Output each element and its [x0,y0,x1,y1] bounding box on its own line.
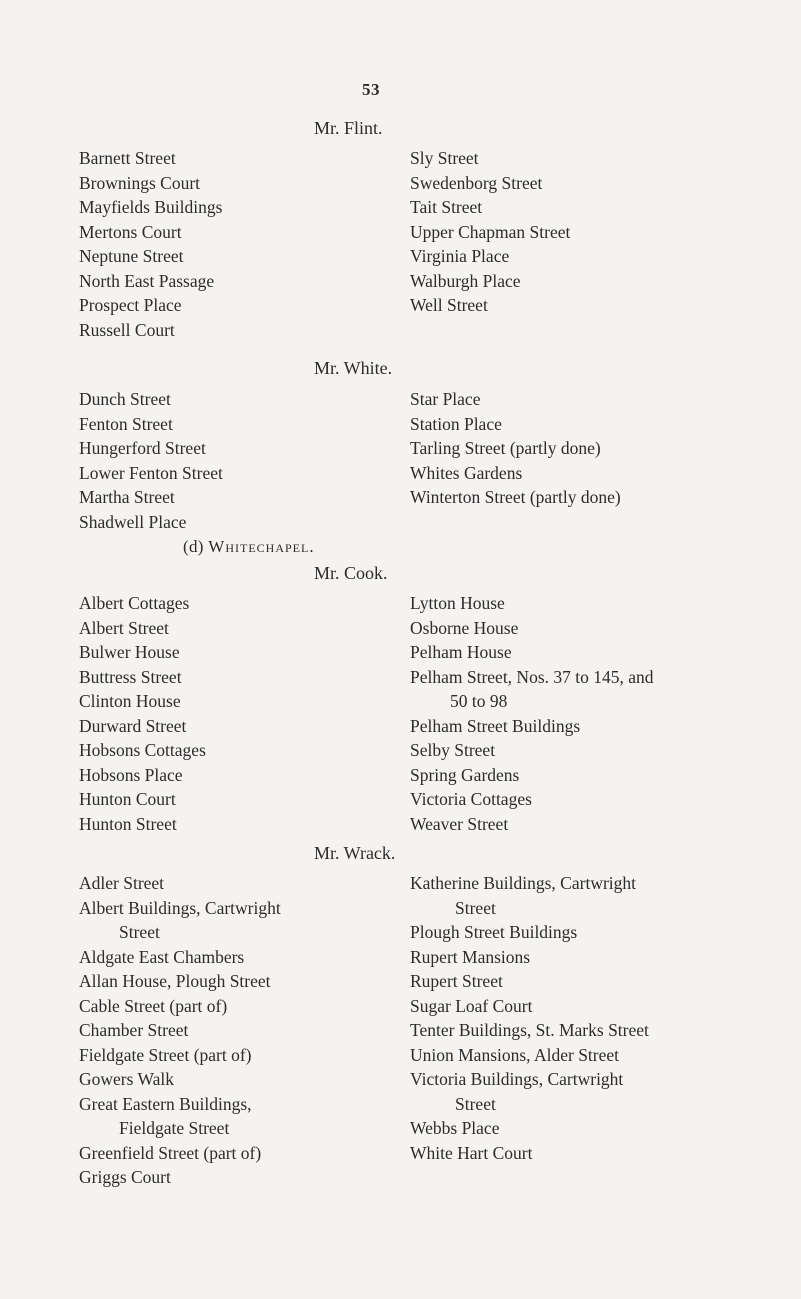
page-number: 53 [362,80,380,99]
list-item: Great Eastern Buildings, [79,1093,252,1114]
list-item: Tait Street [410,197,483,217]
list-item: Lower Fenton Street [79,462,223,483]
list-item: Tenter Buildings, St. Marks Street [410,1020,649,1040]
list-item: Clinton House [79,691,181,711]
list-item: Webbs Place [410,1118,500,1138]
list-item: Virginia Place [410,246,510,266]
list-item: Brownings Court [79,172,201,193]
list-item: Walburgh Place [410,270,521,291]
list-item: Whites Gardens [410,462,523,483]
list-item: Katherine Buildings, Cartwright [410,873,637,893]
section-heading-flint: Mr. Flint. [314,118,383,138]
list-item: Spring Gardens [410,764,520,785]
list-item: Albert Cottages [79,593,190,613]
list-item: Hungerford Street [79,438,206,458]
subsection-title: Whitechapel. [208,537,315,556]
list-item: Shadwell Place [79,511,187,532]
flint-left-list [79,146,222,342]
list-item-continuation: 50 to 98 [450,691,508,711]
list-item: Upper Chapman Street [410,221,571,242]
list-item: Fenton Street [79,413,173,434]
list-item: Barnett Street [79,148,176,168]
list-item-continuation: Street [455,897,496,918]
list-item: Plough Street Buildings [410,922,578,942]
list-item: Griggs Court [79,1167,171,1187]
section-heading-wrack: Mr. Wrack. [314,843,396,863]
list-item: Hunton Court [79,789,176,809]
list-item: Well Street [410,295,488,315]
list-item-continuation: Fieldgate Street [119,1118,230,1138]
white-left-list [79,387,223,534]
list-item: Lytton House [410,593,505,613]
list-item: Station Place [410,413,502,434]
list-item: Rupert Mansions [410,946,531,967]
list-item: Aldgate East Chambers [79,946,245,967]
list-item: Albert Street [79,617,169,638]
list-item-continuation: Street [119,922,160,942]
list-item: Fieldgate Street (part of) [79,1044,252,1065]
list-item: Cable Street (part of) [79,995,228,1016]
cook-right-list [410,591,654,836]
list-item: Dunch Street [79,389,171,409]
list-item: Prospect Place [79,295,182,315]
list-item: Albert Buildings, Cartwright [79,897,281,918]
wrack-right-list [410,871,649,1165]
list-item: Buttress Street [79,666,182,687]
list-item: Victoria Buildings, Cartwright [410,1069,624,1089]
list-item: Russell Court [79,319,175,340]
list-item: Victoria Cottages [410,789,532,809]
list-item: Sly Street [410,148,479,168]
list-item: Neptune Street [79,246,184,266]
flint-right-list [410,146,570,318]
list-item: Weaver Street [410,813,509,834]
list-item: Martha Street [79,487,175,507]
list-item: Chamber Street [79,1020,189,1040]
section-heading-cook: Mr. Cook. [314,563,388,583]
list-item: Union Mansions, Alder Street [410,1044,620,1065]
list-item: Gowers Walk [79,1069,174,1089]
list-item: Mayfields Buildings [79,197,223,217]
list-item: Hobsons Cottages [79,740,206,760]
list-item: Pelham Street, Nos. 37 to 145, and [410,666,654,687]
list-item: Winterton Street (partly done) [410,487,621,507]
list-item: Durward Street [79,715,187,736]
list-item: North East Passage [79,270,215,291]
list-item: Swedenborg Street [410,172,543,193]
list-item: Sugar Loaf Court [410,995,533,1016]
subsection-heading-whitechapel [183,537,315,557]
list-item: Pelham House [410,642,512,662]
list-item: Hunton Street [79,813,177,834]
list-item: Greenfield Street (part of) [79,1142,262,1163]
list-item: Allan House, Plough Street [79,971,271,991]
cook-left-list [79,591,206,836]
list-item: Osborne House [410,617,519,638]
list-item-continuation: Street [455,1093,496,1114]
list-item: Bulwer House [79,642,180,662]
section-heading-white: Mr. White. [314,358,393,378]
list-item: White Hart Court [410,1142,533,1163]
list-item: Pelham Street Buildings [410,715,581,736]
list-item: Tarling Street (partly done) [410,438,601,458]
wrack-left-list [79,871,281,1190]
list-item: Selby Street [410,740,496,760]
list-item: Star Place [410,389,481,409]
list-item: Rupert Street [410,971,503,991]
list-item: Hobsons Place [79,764,183,785]
list-item: Adler Street [79,873,165,893]
list-item: Mertons Court [79,221,182,242]
subsection-prefix: (d) [183,537,204,556]
white-right-list [410,387,621,510]
